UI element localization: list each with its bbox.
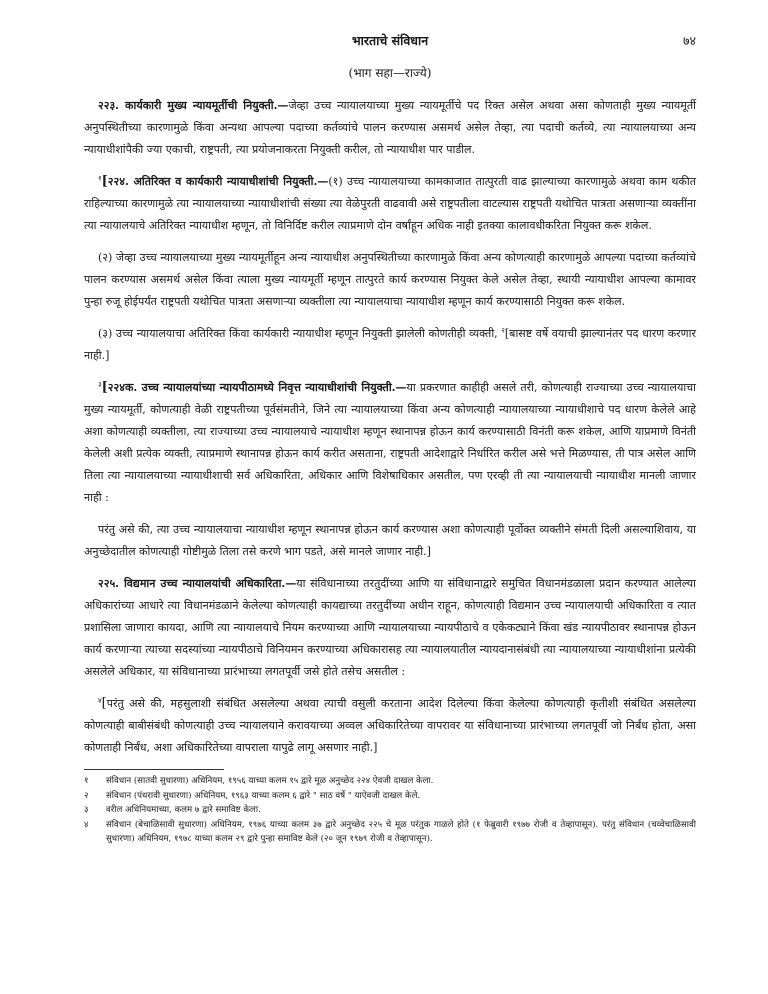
article-224a-heading: २२४क. उच्च न्यायालयांच्या न्यायपीठामध्ये निवृत्त न्यायाधीशांची नियुक्ती.— bbox=[107, 381, 407, 394]
footnote-text: संविधान (बेचाळिसावी सुधारणा) अधिनियम, १९७६ याच्या कलम ३७ द्वारे अनुच्छेद २२५ चे मूळ परंतुक गाळले होते (१ फेब्रुवारी १९७७ रोजी व तेव्हापासून). परंतु संविधान (चव्वेचाळिसावी सुधारणा) अधिनियम, १९७८ याच्या कलम २९ द्वारे पुन्हा समाविष्ट केले (२० जून १९७९ रोजी व तेव्हापासून). bbox=[106, 819, 696, 844]
footnote-text: संविधान (सातवी सुधारणा) अधिनियम, १९५६ याच्या कलम १५ द्वारे मूळ अनुच्छेद २२४ ऐवजी दाखल केला. bbox=[106, 776, 434, 786]
article-223-heading: २२३. कार्यकारी मुख्य न्यायमूर्तीची नियुक्ती.— bbox=[98, 99, 289, 112]
article-224-clause-1 bbox=[84, 171, 696, 237]
article-224-clause-3 bbox=[84, 323, 696, 367]
running-title: भारताचे संविधान bbox=[351, 33, 429, 48]
footnote-marker: ४ bbox=[84, 819, 89, 830]
article-224-clause-3-tail: [बासष्ट वर्षे वयाची झाल्यानंतर पद धारण करणार नाही.] bbox=[84, 327, 696, 362]
footnote-ref-3: ३ bbox=[98, 380, 102, 389]
article-223-text: जेव्हा उच्च न्यायालयाच्या मुख्य न्यायमूर्तीचे पद रिक्त असेल अथवा असा कोणताही मुख्य न्यायमूर्ती अनुपस्थितीच्या कारणामुळे किंवा अन्यथा आपल्या पदाच्या कर्तव्यांचे पालन करण्यास असमर्थ असेल तेव्हा, त्या पदाची कर्तव्ये, त्या न्यायालयाच्या अन्य न्यायाधीशांपैकी ज्या एकाची, राष्ट्रपती, त्या प्रयोजनाकरता नियुक्ती करील, तो न्यायाधीश पार पाडील. bbox=[84, 99, 696, 156]
article-224-clause-1-text: (१) उच्च न्यायालयाच्या कामकाजात तात्पुरती वाढ झाल्याच्या कारणामुळे अथवा काम थकीत राहिल्याच्या कारणामुळे त्या न्यायालयाच्या न्यायाधीशांची संख्या त्या वेळेपुरती वाढवावी असे राष्ट्रपतीला वाटल्यास राष्ट्रपती यथोचित पात्रता असणाऱ्या व्यक्तींना त्या न्यायालयाचे अतिरिक्त न्यायाधीश म्हणून, तो विनिर्दिष्ट करील त्याप्रमाणे दोन वर्षांहून अधिक नाही इतक्या कालावधीकरिता नियुक्त करू शकेल. bbox=[84, 175, 696, 232]
page-number: ७४ bbox=[682, 33, 696, 48]
running-header bbox=[84, 30, 696, 58]
footnote-ref-2: २ bbox=[501, 326, 505, 335]
article-225 bbox=[84, 573, 696, 683]
article-225-proviso-text: परंतु असे की, महसुलाशी संबंधित असलेल्या अथवा त्याची वसुली करताना आदेश दिलेल्या किंवा केलेल्या कोणत्याही कृतीशी संबंधित असलेल्या कोणत्याही बाबीसंबंधी कोणत्याही उच्च न्यायालयाने करावयाच्या अव्वल अधिकारितेच्या वापरावर या संविधानाच्या प्रारंभाच्या लगतपूर्वी जो निर्बंध होता, असा कोणताही निर्बंध, अशा अधिकारितेच्या वापराला यापुढे लागू असणार नाही.] bbox=[84, 697, 696, 754]
article-225-proviso bbox=[84, 693, 696, 759]
footnotes bbox=[84, 774, 696, 847]
document-page bbox=[84, 30, 696, 847]
article-224-clause-3-text: (३) उच्च न्यायालयाचा अतिरिक्त किंवा कार्यकारी न्यायाधीश म्हणून नियुक्ती झालेली कोणतीही व्यक्ती, bbox=[98, 327, 502, 340]
footnote bbox=[84, 789, 696, 804]
open-bracket: [ bbox=[101, 380, 108, 395]
footnote bbox=[84, 774, 696, 789]
footnote-text: संविधान (पंधरावी सुधारणा) अधिनियम, १९६३ याच्या कलम ६ द्वारे " साठ वर्षे " याऐवजी दाखल केले. bbox=[106, 790, 421, 801]
footnote bbox=[84, 818, 696, 847]
footnote-ref-4: ४ bbox=[98, 696, 102, 705]
part-heading: (भाग सहा—राज्ये) bbox=[348, 66, 432, 80]
footnote-marker: २ bbox=[84, 790, 89, 801]
article-224a-proviso: परंतु असे की, त्या उच्च न्यायालयाचा न्यायाधीश म्हणून स्थानापन्न होऊन कार्य करण्यास अशा कोणत्याही पूर्वोक्त व्यक्तीने संमती दिली असल्याशिवाय, या अनुच्छेदातील कोणत्याही गोष्टीमुळे तिला तसे करणे भाग पडते, असे मानले जाणार नाही.] bbox=[84, 523, 696, 558]
footnote-divider bbox=[84, 769, 224, 770]
open-bracket: [ bbox=[101, 696, 107, 711]
article-224-heading: २२४. अतिरिक्त व कार्यकारी न्यायाधीशांची नियुक्ती.— bbox=[107, 175, 329, 188]
footnote-text: वरील अधिनियमाच्या, कलम ७ द्वारे समाविष्ट केला. bbox=[106, 805, 261, 815]
article-224-clause-2: (२) जेव्हा उच्च न्यायालयाच्या मुख्य न्यायमूर्तीहून अन्य न्यायाधीश अनुपस्थितीच्या कारणामुळे किंवा अन्य कोणत्याही कारणामुळे आपल्या पदाच्या कर्तव्यांचे पालन करण्यास असमर्थ असेल किंवा त्याला मुख्य न्यायमूर्ती म्हणून तात्पुरते कार्य करण्यास नियुक्त केले असेल तेव्हा, स्थायी न्यायाधीश आपल्या कामावर पुन्हा रुजू होईपर्यंत राष्ट्रपती यथोचित पात्रता असणाऱ्या व्यक्तीला त्या न्यायालयाचा न्यायाधीश म्हणून कार्य करण्यासाठी नियुक्त करू शकेल. bbox=[84, 251, 696, 308]
footnote-marker: ३ bbox=[84, 805, 89, 815]
article-223 bbox=[84, 95, 696, 161]
footnote-marker: १ bbox=[84, 776, 89, 786]
footnote-ref-1: १ bbox=[98, 174, 102, 183]
open-bracket: [ bbox=[101, 174, 108, 189]
article-225-text: या संविधानाच्या तरतुदींच्या आणि या संविधानाद्वारे समुचित विधानमंडळाला प्रदान करण्यात आलेल्या अधिकारांच्या आधारे त्या विधानमंडळाने केलेल्या कोणत्याही कायद्याच्या तरतुदींच्या अधीन राहून, कोणत्याही विद्यमान उच्च न्यायालयाची अधिकारिता व त्यात प्रशासिला जाणारा कायदा, आणि त्या न्यायालयाचे नियम करण्याच्या आणि न्यायालयाच्या न्यायपीठाचे व एकेकट्याने किंवा खंड न्यायपीठावर स्थानापन्न होऊन कार्य करणाऱ्या त्याच्या सदस्यांच्या न्यायपीठाचे विनियमन करण्याच्या अधिकारासह त्या न्यायालयातील न्यायदानासंबंधी त्या न्यायालयाच्या न्यायाधीशांना प्रत्येकी असलेले अधिकार, या संविधानाच्या प्रारंभाच्या लगतपूर्वी जसे होते तसेच असतील : bbox=[84, 577, 697, 678]
article-224a bbox=[84, 377, 696, 509]
article-225-heading: २२५. विद्यमान उच्च न्यायालयांची अधिकारिता.— bbox=[98, 577, 297, 590]
article-224a-text: या प्रकरणात काहीही असले तरी, कोणत्याही राज्याच्या उच्च न्यायालयाचा मुख्य न्यायमूर्ती, कोणत्याही वेळी राष्ट्रपतीच्या पूर्वसंमतीने, जिने त्या न्यायालयाच्या किंवा अन्य कोणत्याही न्यायालयाच्या न्यायाधीशाचे पद धारण केलेले आहे अशा कोणत्याही व्यक्तीला, त्या राज्याच्या उच्च न्यायालयाचे न्यायाधीश म्हणून स्थानापन्न होऊन कार्य करण्यासाठी विनंती करू शकेल, आणि याप्रमाणे विनंती केलेली अशी प्रत्येक व्यक्ती, त्याप्रमाणे स्थानापन्न होऊन कार्य करीत असताना, राष्ट्रपती आदेशाद्वारे निर्धारित करील असे भत्ते मिळण्यास, ती पात्र असेल आणि तिला त्या न्यायालयाच्या न्यायाधीशाची सर्व अधिकारिता, अधिकार आणि विशेषाधिकार असतील, पण एरव्ही ती त्या न्यायालयाची न्यायाधीश मानली जाणार नाही : bbox=[84, 381, 697, 504]
footnote bbox=[84, 803, 696, 818]
